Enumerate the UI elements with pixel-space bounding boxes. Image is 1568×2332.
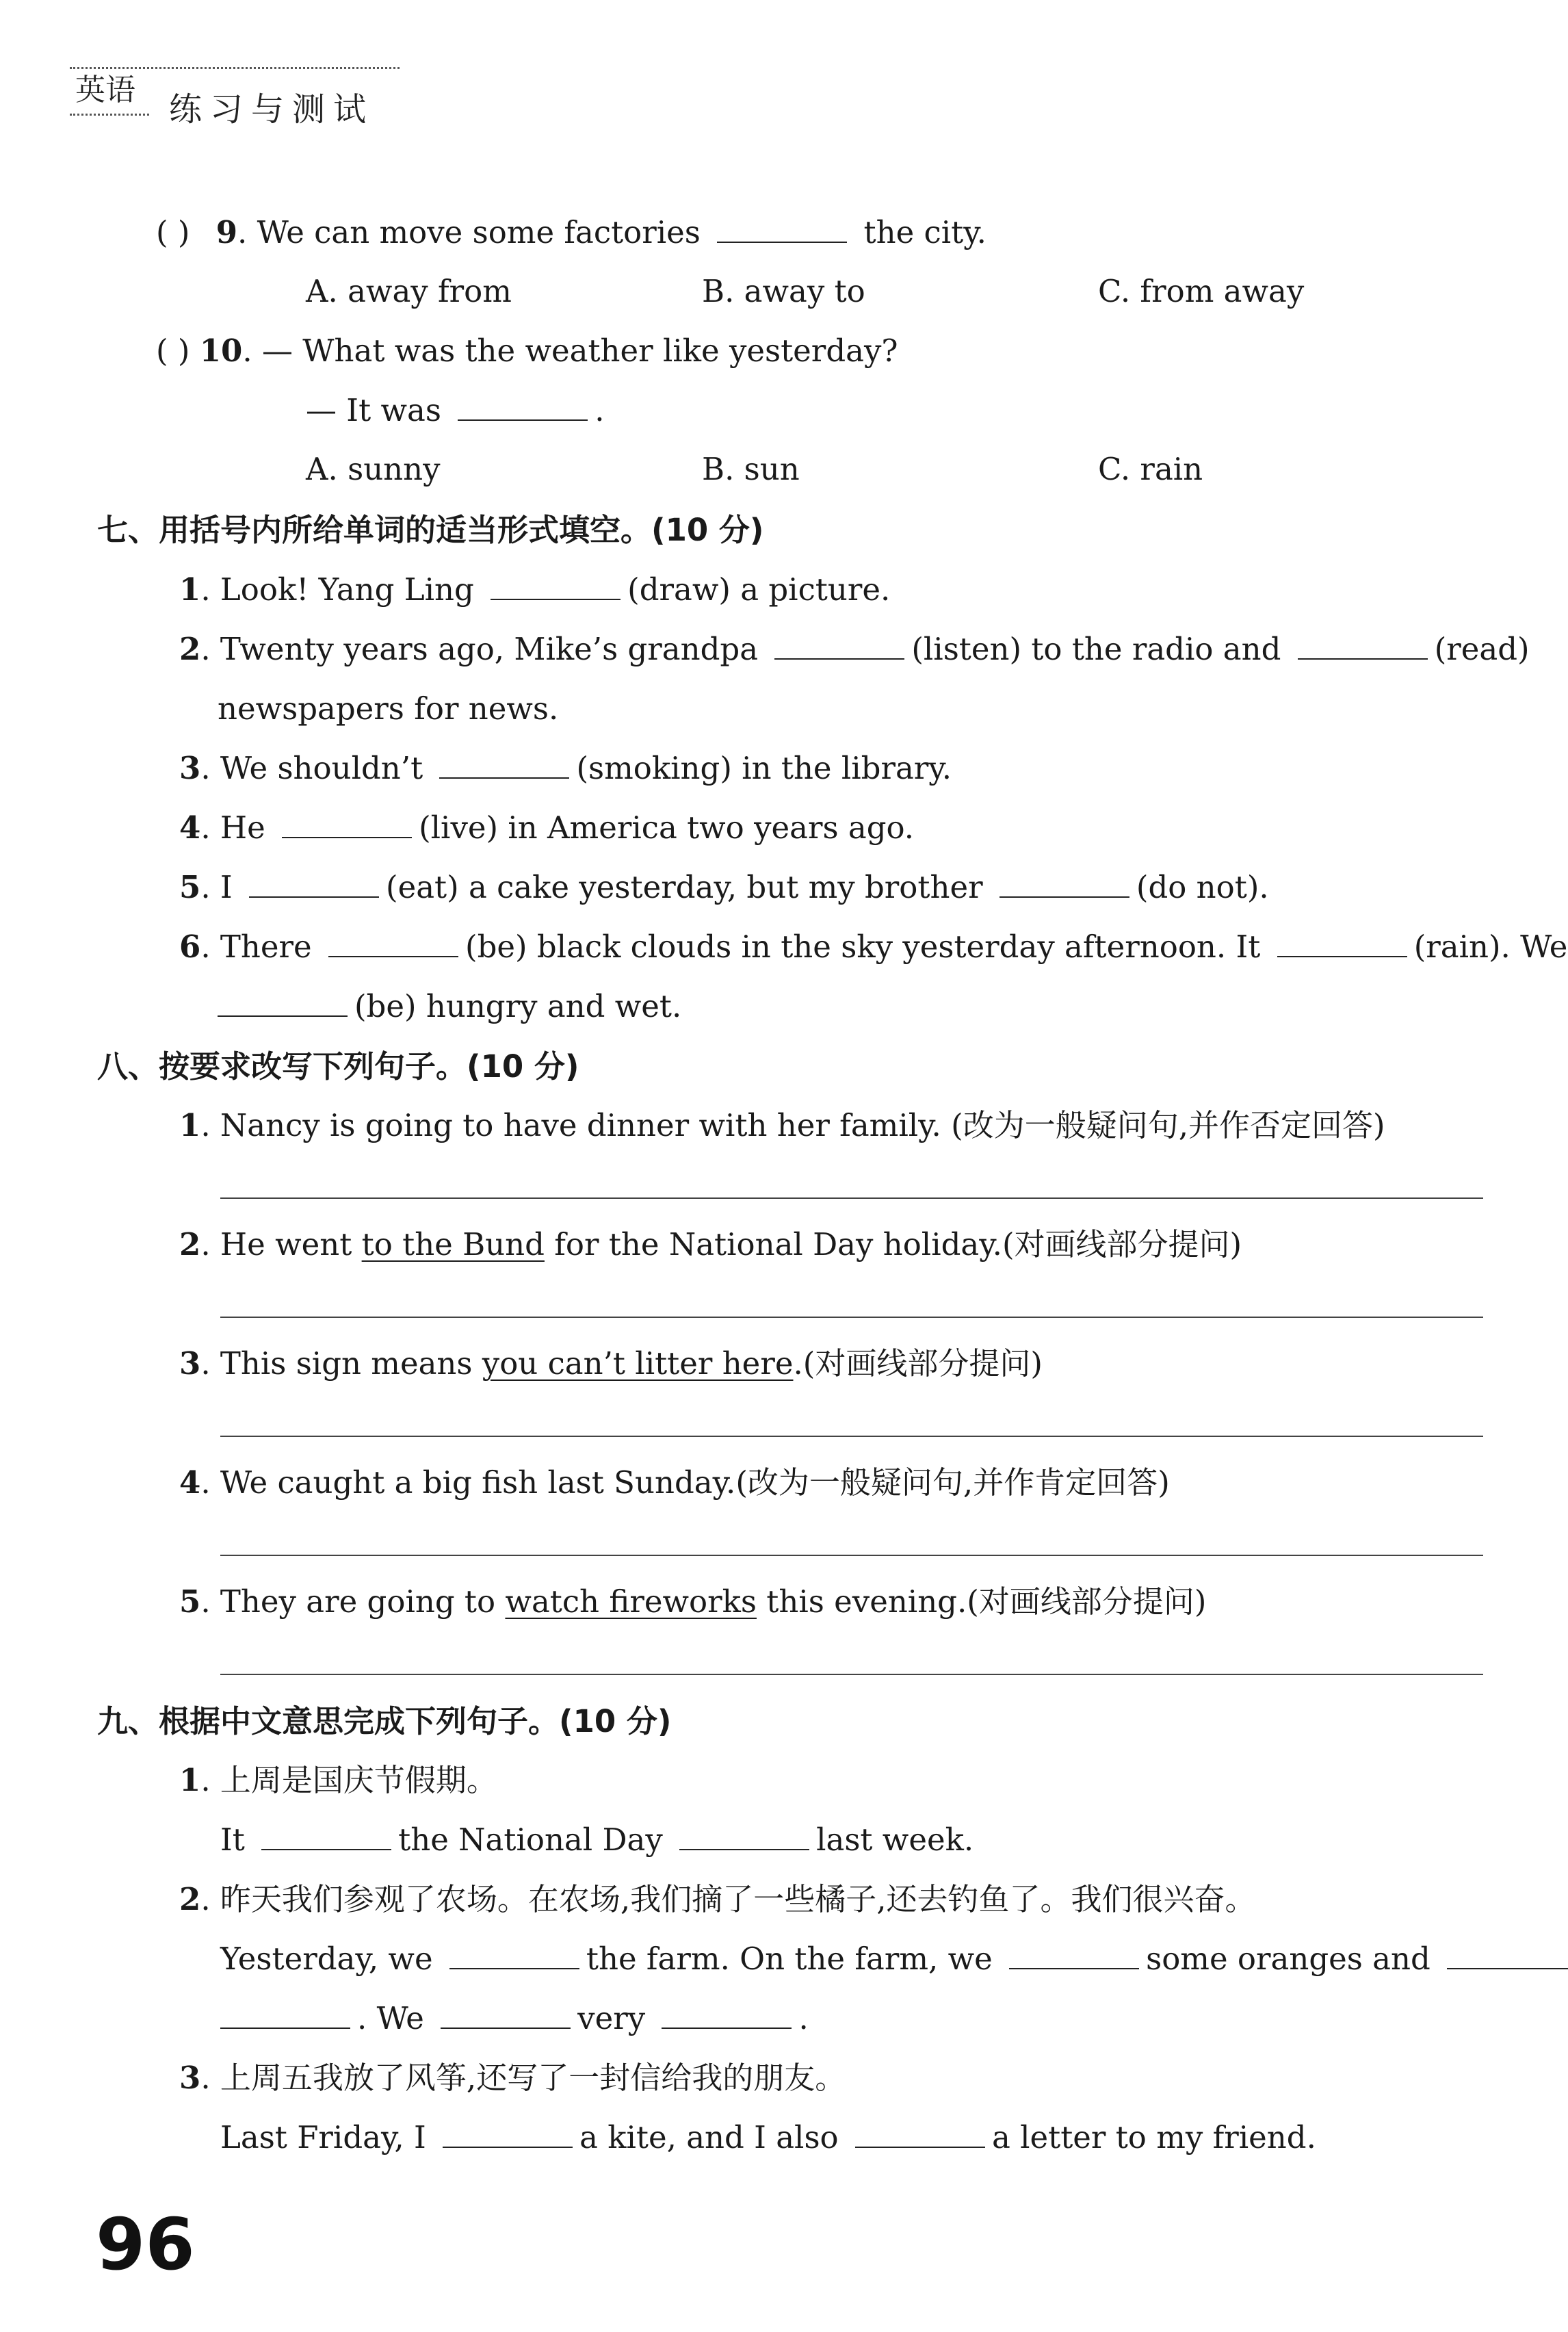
- header-dotted-rule: [70, 67, 400, 69]
- s8-item-5: [179, 1583, 1206, 1621]
- header-dotted-underline: [70, 114, 149, 116]
- item-text: (be) hungry and wet.: [354, 988, 682, 1024]
- item-number: 1: [179, 1107, 201, 1143]
- answer-line[interactable]: [220, 1674, 1483, 1675]
- item-text: .(对画线部分提问): [793, 1345, 1043, 1382]
- item-text: this evening.(对画线部分提问): [756, 1583, 1207, 1620]
- s9-item-1: [179, 1761, 497, 1800]
- page-number: 96: [96, 2203, 195, 2286]
- item-text: last week.: [816, 1822, 974, 1858]
- item-text: . There: [200, 929, 312, 965]
- item-number: 5: [179, 869, 201, 905]
- question-10: [156, 332, 898, 370]
- s7-item-4: [179, 809, 914, 847]
- reply-text: — It was: [306, 392, 441, 428]
- option-a[interactable]: A. sunny: [306, 451, 441, 487]
- answer-line[interactable]: [220, 1317, 1483, 1318]
- fill-blank[interactable]: [441, 2003, 571, 2029]
- item-text: (live) in America two years ago.: [419, 809, 915, 846]
- item-number: 5: [179, 1583, 201, 1620]
- fill-blank[interactable]: [1277, 931, 1407, 957]
- item-number: 4: [179, 809, 201, 846]
- fill-blank[interactable]: [261, 1824, 391, 1850]
- item-number: 4: [179, 1464, 201, 1501]
- item-text: . Twenty years ago, Mike’s grandpa: [200, 631, 759, 667]
- item-text: the National Day: [398, 1822, 663, 1858]
- fill-blank[interactable]: [282, 812, 412, 838]
- s7-item-5: [179, 868, 1269, 907]
- fill-blank[interactable]: [218, 991, 348, 1017]
- subject-label: 英语: [75, 73, 135, 107]
- s9-item-2-answer-cont: [220, 1999, 809, 2038]
- fill-blank[interactable]: [220, 2003, 350, 2029]
- item-text: (do not).: [1136, 869, 1269, 905]
- answer-paren[interactable]: ( ): [156, 333, 190, 369]
- s9-item-3: [179, 2059, 846, 2097]
- item-text: .: [798, 2000, 809, 2036]
- answer-line[interactable]: [220, 1197, 1483, 1199]
- chinese-prompt: . 上周是国庆节假期。: [200, 1762, 497, 1798]
- fill-blank[interactable]: [855, 2122, 985, 2148]
- item-text: . This sign means: [200, 1345, 482, 1382]
- option-c[interactable]: C. rain: [1098, 451, 1203, 487]
- question-text: the city.: [863, 214, 986, 250]
- item-text: a kite, and I also: [579, 2119, 839, 2155]
- item-text: . He went: [200, 1226, 362, 1262]
- item-number: 3: [179, 2060, 201, 2096]
- s7-item-6: [179, 928, 1567, 966]
- item-text: . We caught a big fish last Sunday.(改为一般疑问句,并作肯定回答): [200, 1464, 1170, 1501]
- item-number: 3: [179, 1345, 201, 1382]
- question-text: . We can move some factories: [237, 214, 701, 250]
- s9-item-2: [179, 1880, 1256, 1919]
- item-number: 6: [179, 929, 201, 965]
- s9-item-1-answer: [220, 1821, 974, 1859]
- fill-blank[interactable]: [679, 1824, 809, 1850]
- section-8-title: 八、按要求改写下列句子。(10 分): [97, 1048, 579, 1085]
- item-number: 3: [179, 750, 201, 786]
- fill-blank[interactable]: [443, 2122, 573, 2148]
- s7-item-3: [179, 749, 952, 788]
- fill-blank[interactable]: [458, 395, 588, 421]
- s7-item-1: [179, 571, 890, 609]
- fill-blank[interactable]: [774, 634, 904, 660]
- item-text: (eat) a cake yesterday, but my brother: [386, 869, 983, 905]
- fill-blank[interactable]: [449, 1943, 579, 1969]
- fill-blank[interactable]: [328, 931, 458, 957]
- item-text: Last Friday, I: [220, 2119, 426, 2155]
- option-c[interactable]: C. from away: [1098, 273, 1305, 309]
- item-text: . Look! Yang Ling: [200, 571, 474, 608]
- item-text: It: [220, 1822, 245, 1858]
- item-text: a letter to my friend.: [991, 2119, 1316, 2155]
- chinese-prompt: . 昨天我们参观了农场。在农场,我们摘了一些橘子,还去钓鱼了。我们很兴奋。: [200, 1881, 1256, 1917]
- option-a[interactable]: A. away from: [306, 273, 512, 309]
- fill-blank[interactable]: [439, 753, 569, 779]
- item-text: (be) black clouds in the sky yesterday afternoon. It: [465, 929, 1261, 965]
- item-text: . We shouldn’t: [200, 750, 423, 786]
- book-header: [70, 67, 400, 127]
- s7-item-2-cont: newspapers for news.: [218, 690, 559, 727]
- book-title: 练习与测试: [169, 90, 375, 129]
- item-text: (smoking) in the library.: [576, 750, 952, 786]
- fill-blank[interactable]: [249, 872, 379, 898]
- item-text: (listen) to the radio and: [911, 631, 1281, 667]
- section-7-title: 七、用括号内所给单词的适当形式填空。(10 分): [97, 512, 764, 548]
- item-text: . I: [200, 869, 233, 905]
- question-text: . — What was the weather like yesterday?: [242, 333, 898, 369]
- answer-paren[interactable]: ( ): [156, 214, 190, 250]
- s8-item-4: [179, 1464, 1170, 1502]
- item-text: . He: [200, 809, 265, 846]
- fill-blank[interactable]: [491, 574, 620, 600]
- fill-blank[interactable]: [1447, 1943, 1568, 1969]
- fill-blank[interactable]: [717, 217, 847, 243]
- item-text: the farm. On the farm, we: [586, 1941, 993, 1977]
- item-text: some oranges and: [1146, 1941, 1430, 1977]
- item-text: . They are going to: [200, 1583, 506, 1620]
- underlined-phrase: watch fireworks: [505, 1583, 757, 1620]
- s8-item-1: [179, 1106, 1385, 1145]
- item-number: 1: [179, 571, 201, 608]
- item-number: 2: [179, 631, 201, 667]
- item-text: for the National Day holiday.(对画线部分提问): [544, 1226, 1242, 1262]
- item-text: (draw) a picture.: [627, 571, 891, 608]
- chinese-prompt: . 上周五我放了风筝,还写了一封信给我的朋友。: [200, 2060, 846, 2096]
- item-text: . We: [357, 2000, 424, 2036]
- underlined-phrase: to the Bund: [361, 1226, 545, 1262]
- question-10-reply: [306, 391, 605, 430]
- fill-blank[interactable]: [662, 2003, 792, 2029]
- answer-line[interactable]: [220, 1555, 1483, 1556]
- fill-blank[interactable]: [1298, 634, 1428, 660]
- fill-blank[interactable]: [999, 872, 1129, 898]
- s8-item-2: [179, 1226, 1242, 1264]
- section-9-title: 九、根据中文意思完成下列句子。(10 分): [97, 1703, 672, 1739]
- item-text: . Nancy is going to have dinner with her family. (改为一般疑问句,并作否定回答): [200, 1107, 1385, 1143]
- item-number: 1: [179, 1762, 201, 1798]
- s9-item-3-answer: [220, 2119, 1316, 2157]
- s7-item-6-cont: [218, 987, 681, 1026]
- question-number: 9: [215, 214, 238, 250]
- underlined-phrase: you can’t litter here: [482, 1345, 794, 1382]
- item-text: Yesterday, we: [220, 1941, 433, 1977]
- s7-item-2: [179, 630, 1530, 669]
- item-number: 2: [179, 1226, 201, 1262]
- question-number: 10: [199, 333, 243, 369]
- option-b[interactable]: B. away to: [702, 273, 865, 309]
- s9-item-2-answer: [220, 1940, 1568, 1978]
- question-9: [156, 213, 986, 252]
- item-number: 2: [179, 1881, 201, 1917]
- option-b[interactable]: B. sun: [702, 451, 800, 487]
- answer-line[interactable]: [220, 1436, 1483, 1437]
- reply-end: .: [594, 392, 605, 428]
- item-text: very: [577, 2000, 646, 2036]
- fill-blank[interactable]: [1009, 1943, 1139, 1969]
- s8-item-3: [179, 1345, 1043, 1383]
- item-text: (rain). We: [1413, 929, 1568, 965]
- item-text: (read): [1434, 631, 1530, 667]
